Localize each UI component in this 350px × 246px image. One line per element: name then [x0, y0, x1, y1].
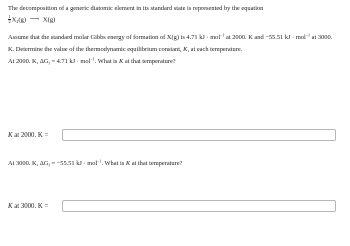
answer-label-3000k: K at 3000. K = [8, 203, 49, 210]
reaction-arrow-icon: ⟶ [29, 16, 40, 24]
question-3000k: At 3000. K, $\Delta G_f = -55.51$ kJ · mol$^{-1}$. What is K at that temperature? [8, 158, 183, 168]
answer-label-2000k: K at 2000. K = [8, 132, 49, 139]
reaction-equation: $\frac{1}{2}$ $X_2(g)$ ⟶ X(g) [8, 14, 56, 25]
question-2000k: At 2000. K, $\Delta G_f = 4.71$ kJ · mol$^{-1}$. What is K at that temperature? [8, 56, 176, 66]
stoich-coefficient: $\frac{1}{2}$ [8, 14, 11, 25]
answer-input-2000k[interactable] [62, 129, 336, 141]
answer-input-3000k[interactable] [62, 200, 336, 212]
problem-intro: The decomposition of a generic diatomic element in its standard state is represented by the equation [8, 5, 264, 12]
problem-assumption: Assume that the standard molar Gibbs energy of formation of X(g) is 4.71 kJ · mol$^{-1}$ at 2000. K and −55.51 kJ · mol$^{-1}$ at 3000. K. Determine the value of the thermodynamic equilibrium constant, K, at each temperature. [8, 32, 333, 53]
